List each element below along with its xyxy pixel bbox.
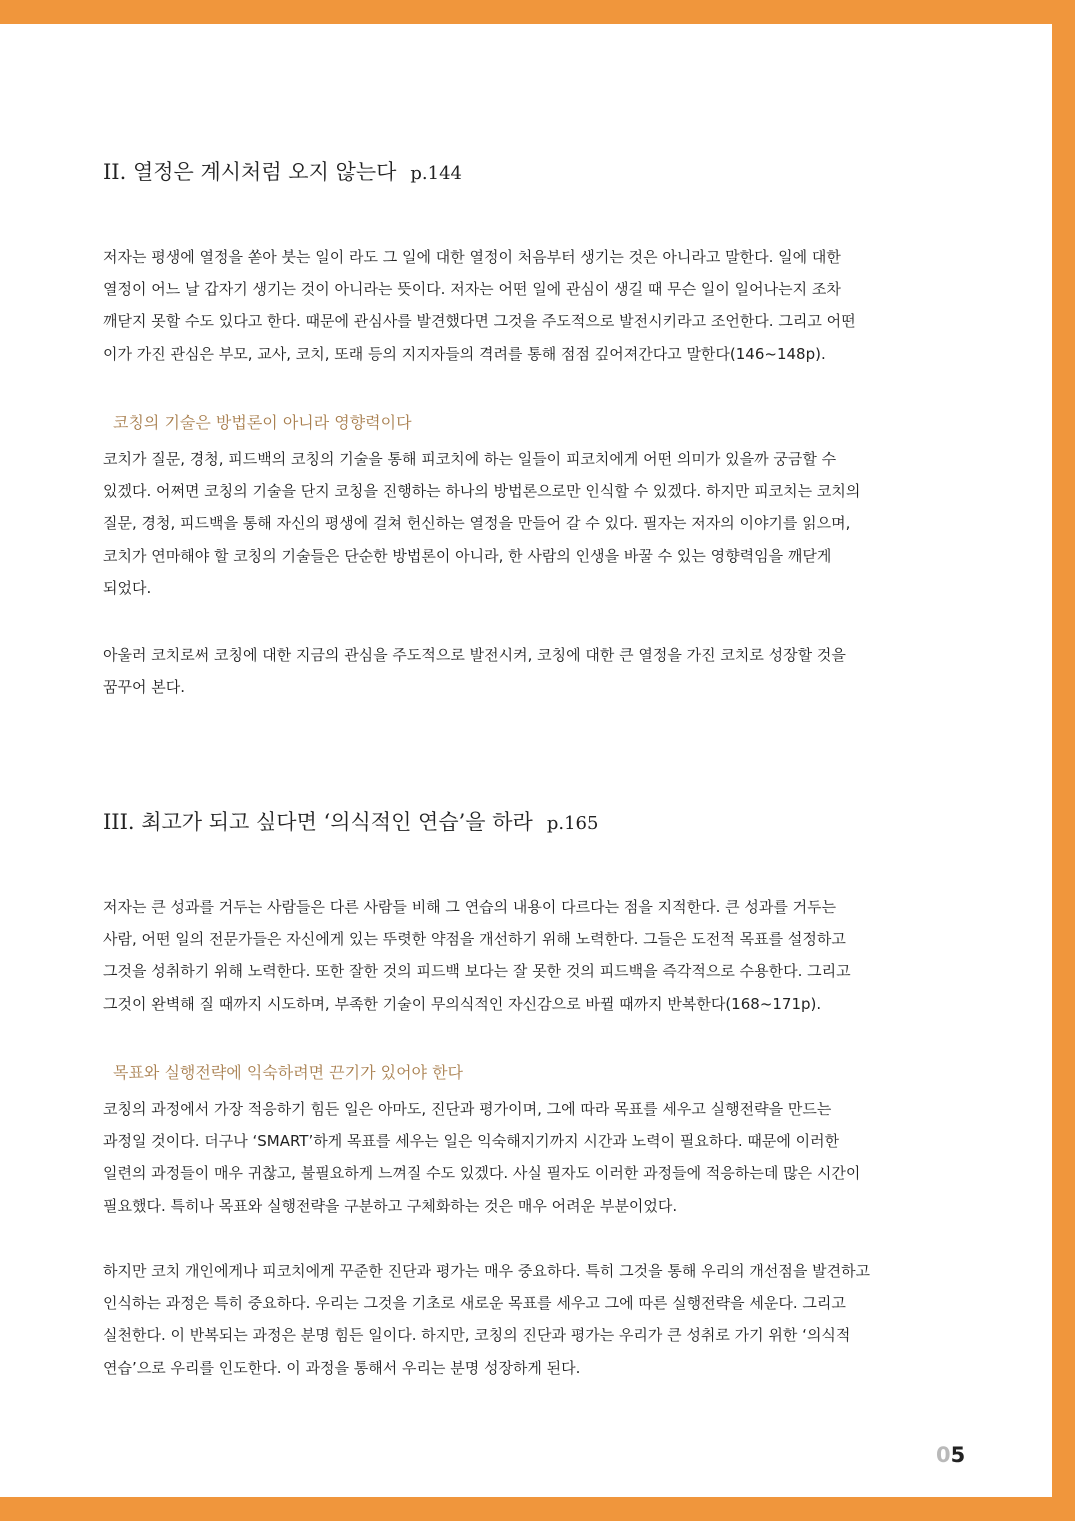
text-line: 코칭의 과정에서 가장 적응하기 힘든 일은 아마도, 진단과 평가이며, 그에 따라 목표를 세우고 실행전략을 만드는 — [103, 1100, 832, 1118]
section-3-page-ref: p.165 — [546, 813, 599, 834]
section-2-paragraph-2 — [103, 443, 983, 604]
text-line: 아울러 코치로써 코칭에 대한 지금의 관심을 주도적으로 발전시켜, 코칭에 대한 큰 열정을 가진 코치로 성장할 것을 — [103, 646, 846, 664]
page-number-lead-digit: 0 — [936, 1443, 951, 1467]
section-2-heading — [103, 156, 462, 186]
section-3-heading — [103, 806, 598, 836]
section-2-paragraph-1 — [103, 241, 983, 370]
section-3-subheading: 목표와 실행전략에 익숙하려면 끈기가 있어야 한다 — [113, 1063, 464, 1082]
section-2-title: II. 열정은 계시처럼 오지 않는다 — [103, 160, 397, 184]
section-3-paragraph-3 — [103, 1255, 983, 1384]
text-line: 질문, 경청, 피드백을 통해 자신의 평생에 걸쳐 헌신하는 열정을 만들어 갈 수 있다. 필자는 저자의 이야기를 읽으며, — [103, 514, 851, 533]
text-line: 되었다. — [103, 578, 152, 597]
text-line: 사람, 어떤 일의 전문가들은 자신에게 있는 뚜렷한 약점을 개선하기 위해 노력한다. 그들은 도전적 목표를 설정하고 — [103, 930, 846, 949]
text-line: 저자는 평생에 열정을 쏟아 붓는 일이 라도 그 일에 대한 열정이 처음부터 생기는 것은 아니라고 말한다. 일에 대한 — [103, 248, 841, 266]
section-2-subheading: 코칭의 기술은 방법론이 아니라 영향력이다 — [113, 413, 412, 432]
text-line: 열정이 어느 날 갑자기 생기는 것이 아니라는 뜻이다. 저자는 어떤 일에 관심이 생길 때 무슨 일이 일어나는지 조차 — [103, 280, 841, 299]
text-line: 하지만 코치 개인에게나 피코치에게 꾸준한 진단과 평가는 매우 중요하다. 특히 그것을 통해 우리의 개선점을 발견하고 — [103, 1262, 871, 1280]
section-3-paragraph-1 — [103, 891, 983, 1020]
orange-frame-bottom — [0, 1497, 1075, 1521]
text-line: 과정일 것이다. 더구나 ‘SMART’하게 목표를 세우는 일은 익숙해지기까지 시간과 노력이 필요하다. 때문에 이러한 — [103, 1132, 840, 1151]
section-2-paragraph-3 — [103, 639, 983, 703]
page-number-main-digit: 5 — [950, 1443, 966, 1467]
text-line: 코치가 연마해야 할 코칭의 기술들은 단순한 방법론이 아니라, 한 사람의 인생을 바꿀 수 있는 영향력임을 깨닫게 — [103, 546, 832, 565]
orange-frame-top — [0, 0, 1075, 24]
section-3-title: III. 최고가 되고 싶다면 ‘의식적인 연습’을 하라 — [103, 810, 533, 834]
text-line: 이가 가진 관심은 부모, 교사, 코치, 또래 등의 지지자들의 격려를 통해 점점 깊어져간다고 말한다(146~148p). — [103, 344, 826, 363]
text-line: 그것을 성취하기 위해 노력한다. 또한 잘한 것의 피드백 보다는 잘 못한 것의 피드백을 즉각적으로 수용한다. 그리고 — [103, 962, 851, 981]
section-2-page-ref: p.144 — [410, 163, 463, 184]
page-number — [936, 1443, 965, 1467]
orange-frame-right — [1052, 0, 1075, 1521]
text-line: 연습’으로 우리를 인도한다. 이 과정을 통해서 우리는 분명 성장하게 된다. — [103, 1358, 581, 1377]
text-line: 필요했다. 특히나 목표와 실행전략을 구분하고 구체화하는 것은 매우 어려운 부분이었다. — [103, 1196, 678, 1215]
section-3-paragraph-2 — [103, 1093, 983, 1222]
text-line: 일련의 과정들이 매우 귀찮고, 불필요하게 느껴질 수도 있겠다. 사실 필자도 이러한 과정들에 적응하는데 많은 시간이 — [103, 1164, 861, 1183]
text-line: 실천한다. 이 반복되는 과정은 분명 힘든 일이다. 하지만, 코칭의 진단과 평가는 우리가 큰 성취로 가기 위한 ‘의식적 — [103, 1326, 851, 1345]
text-line: 코치가 질문, 경청, 피드백의 코칭의 기술을 통해 피코치에 하는 일들이 피코치에게 어떤 의미가 있을까 궁금할 수 — [103, 450, 837, 468]
text-line: 인식하는 과정은 특히 중요하다. 우리는 그것을 기초로 새로운 목표를 세우고 그에 따른 실행전략을 세운다. 그리고 — [103, 1294, 846, 1313]
text-line: 저자는 큰 성과를 거두는 사람들은 다른 사람들 비해 그 연습의 내용이 다르다는 점을 지적한다. 큰 성과를 거두는 — [103, 898, 837, 916]
text-line: 꿈꾸어 본다. — [103, 678, 185, 697]
text-line: 있겠다. 어쩌면 코칭의 기술을 단지 코칭을 진행하는 하나의 방법론으로만 인식할 수 있겠다. 하지만 피코치는 코치의 — [103, 482, 861, 501]
text-line: 그것이 완벽해 질 때까지 시도하며, 부족한 기술이 무의식적인 자신감으로 바뀔 때까지 반복한다(168~171p). — [103, 994, 822, 1013]
text-line: 깨닫지 못할 수도 있다고 한다. 때문에 관심사를 발견했다면 그것을 주도적으로 발전시키라고 조언한다. 그리고 어떤 — [103, 312, 856, 331]
